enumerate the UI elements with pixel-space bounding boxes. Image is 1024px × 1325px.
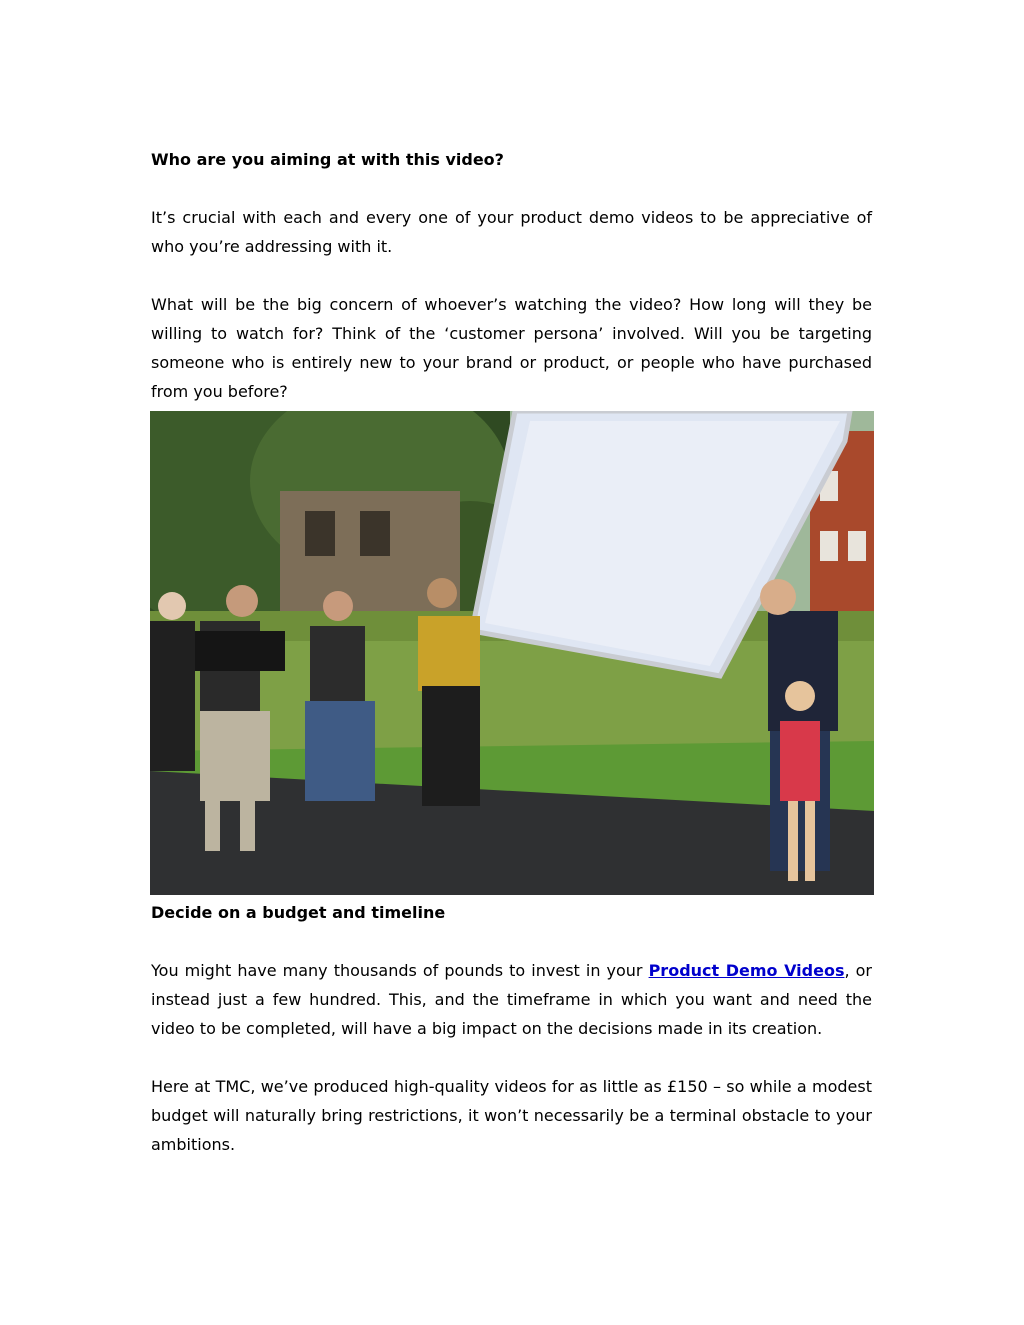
section-heading-audience: Who are you aiming at with this video? (151, 150, 504, 169)
spacer (151, 927, 872, 956)
film-crew-photo (150, 411, 874, 895)
paragraph-audience-questions: What will be the big concern of whoever’s watching the video? How long will they be willing to watch for? Think of the ‘customer persona’ involved. Will you be targeting someone who is entirely new to your brand or product, or people who have purchased from you before? (151, 295, 872, 401)
paragraph-budget-tmc: Here at TMC, we’ve produced high-quality videos for as little as £150 – so while a modest budget will naturally bring restrictions, it won’t necessarily be a terminal obstacle to your ambitions. (151, 1077, 872, 1154)
section-heading-budget: Decide on a budget and timeline (151, 903, 446, 922)
paragraph-budget-intro (151, 956, 872, 1043)
product-demo-videos-link[interactable]: Product Demo Videos (648, 961, 845, 980)
document-page (151, 145, 872, 1159)
paragraph-text: , or instead just a few hundred. This, and the timeframe in which you want and need the video to be completed, will have a big impact on the decisions made in its creation. (151, 961, 873, 1038)
spacer (151, 1043, 872, 1072)
paragraph-audience-intro: It’s crucial with each and every one of your product demo videos to be appreciative of who you’re addressing with it. (151, 208, 872, 256)
paragraph-text: You might have many thousands of pounds to invest in your (151, 961, 649, 980)
spacer (151, 261, 872, 290)
spacer (151, 174, 872, 203)
